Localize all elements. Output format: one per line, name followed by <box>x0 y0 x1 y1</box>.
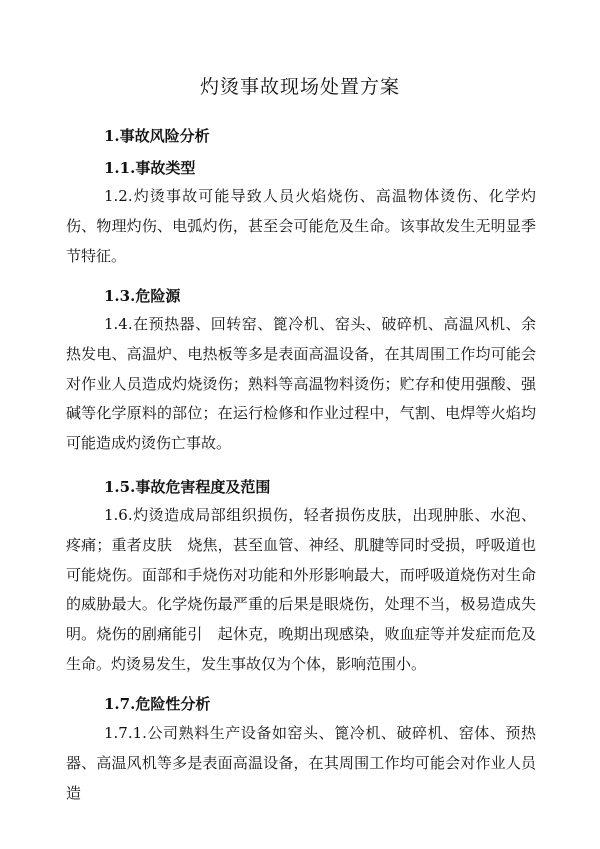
paragraph-hazard-degree: 1.6.灼烫造成局部组织损伤，轻者损伤皮肤，出现肿胀、水泡、疼痛；重者皮肤 烧焦，甚至血管、神经、肌腱等同时受损，呼吸道也可能烧伤。面部和手烧伤对功能和外形影响最大，而呼吸道烧伤对生命的威胁最大。化学烧伤最严重的后果是眼烧伤，处理不当，极易造成失明。烧伤的剧痛能引 起休克，晚期出现感染，败血症等并发症而危及生命。灼烫易发生，发生事故仅为个体，影响范围小。 <box>66 506 536 673</box>
paragraph-risk-assessment: 1.7.1.公司熟料生产设备如窑头、篦冷机、破碎机、窑体、预热器、高温风机等多是表面高温设备，在其周围工作均可能会对作业人员造 <box>66 724 536 802</box>
section-heading-risk-assessment: 1.7.危险性分析 <box>104 695 211 713</box>
section-heading-hazard-source: 1.3.危险源 <box>104 287 181 305</box>
section-heading-hazard-degree: 1.5.事故危害程度及范围 <box>104 478 271 496</box>
paragraph-hazard-source: 1.4.在预热器、回转窑、篦冷机、窑头、破碎机、高温风机、余热发电、高温炉、电热板等多是表面高温设备，在其周围工作均可能会对作业人员造成灼烧烫伤；熟料等高温物料烫伤；贮存和使用强酸、强碱等化学原料的部位；在运行检修和作业过程中，气割、电焊等火焰均可能造成灼烫伤亡事故。 <box>66 315 536 453</box>
paragraph-accident-type: 1.2.灼烫事故可能导致人员火焰烧伤、高温物体烫伤、化学灼伤、物理灼伤、电弧灼伤，甚至会可能危及生命。该事故发生无明显季节特征。 <box>66 187 536 265</box>
document-title: 灼烫事故现场处置方案 <box>199 76 400 98</box>
section-heading-risk-analysis: 1.事故风险分析 <box>104 127 210 145</box>
section-heading-accident-type: 1.1.事故类型 <box>104 159 196 177</box>
